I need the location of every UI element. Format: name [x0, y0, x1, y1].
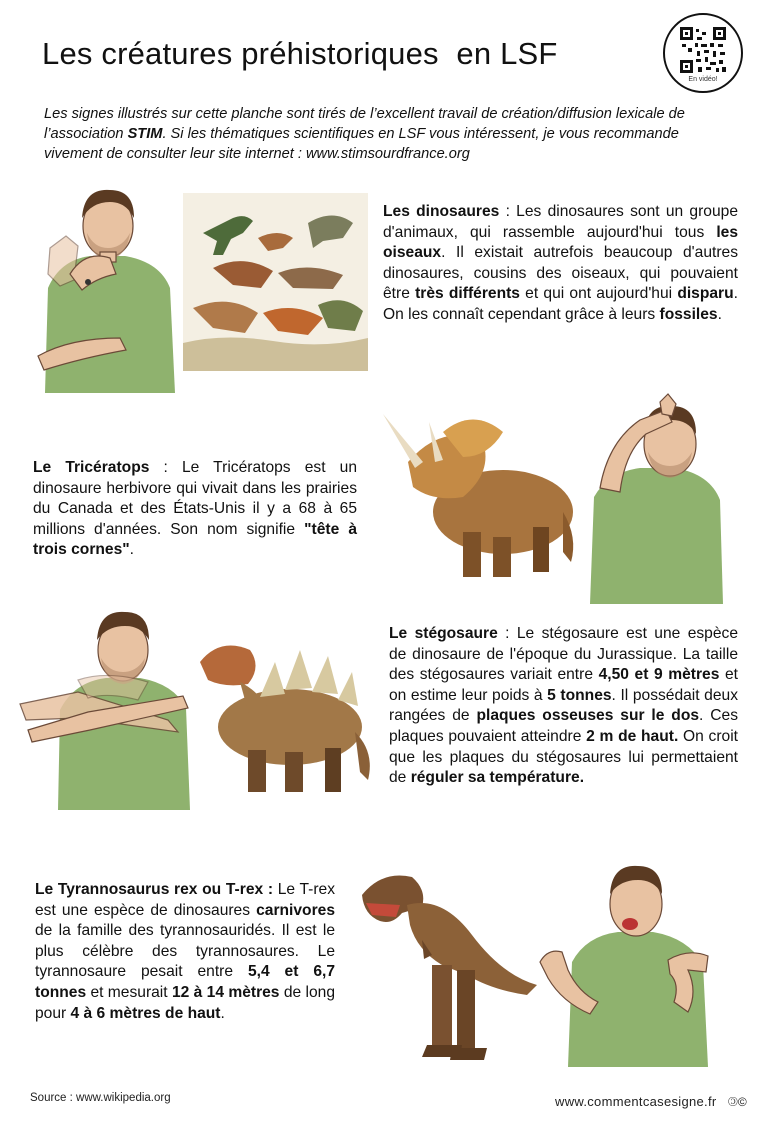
trex-illustration	[352, 865, 542, 1065]
intro-text: Les signes illustrés sur cette planche sont tirés de l’excellent travail de création/diffusion lexicale de l’association STIM. Si les thématiques scientifiques en LSF vous intéressent, je vous recommande vivement de consulter leur site internet : www.stimsourdfrance.org	[44, 106, 685, 162]
page-title: Les créatures préhistoriques en LSF	[42, 36, 558, 71]
dinosaurs-group-illustration	[183, 193, 368, 371]
triceratops-text: Le Tricératops : Le Tricératops est un dinosaure herbivore qui vivait dans les prairies du Canada et des États-Unis il y a 68 à 65 millions d'années. Son nom signifie "tête à trois cornes".	[33, 459, 357, 559]
dinosaures-text: Les dinosaures : Les dinosaures sont un groupe d'animaux, qui rassemble aujourd'hui tous les oiseaux. Il existait autrefois beaucoup d'autres dinosaures, cousins des oiseaux, qui pouvaient être très différents et qui ont aujourd'hui disparu. On les connaît cependant grâce à leurs fossiles.	[383, 203, 738, 323]
qr-code-badge[interactable]	[663, 13, 743, 93]
license-icon: 🄯©	[728, 1095, 747, 1109]
stegosaure-text: Le stégosaure : Le stégosaure est une espèce de dinosaure de l'époque du Jurassique. La taille des stégosaures variait entre 4,50 et 9 mètres et on estime leur poids à 5 tonnes. Il possédait deux rangées de plaques osseuses sur le dos. Ces plaques pouvaient atteindre 2 m de haut. On croit que les plaques du stégosaures lui permettaient de réguler sa température.	[389, 625, 739, 787]
signer-dinosaures-illustration	[30, 178, 180, 393]
signer-stegosaure-illustration	[18, 600, 208, 810]
signer-trex-illustration	[538, 852, 728, 1067]
trex-text: Le Tyrannosaurus rex ou T-rex : Le T-rex est une espèce de dinosaures carnivores de la famille des tyrannosauridés. Il est le plus célèbre des tyrannosaures. Le tyrannosaure pesait entre 5,4 et 6,7 tonnes et mesurait 12 à 14 mètres de long pour 4 à 6 mètres de haut.	[35, 881, 335, 1022]
triceratops-illustration	[383, 402, 578, 587]
stegosaure-illustration	[190, 622, 375, 800]
site-link[interactable]: www.commentcasesigne.fr	[555, 1094, 717, 1109]
source-text: Source : www.wikipedia.org	[30, 1092, 171, 1104]
qr-code-icon	[680, 27, 726, 73]
signer-triceratops-illustration	[580, 392, 730, 604]
qr-caption: En vidéo!	[688, 76, 718, 83]
